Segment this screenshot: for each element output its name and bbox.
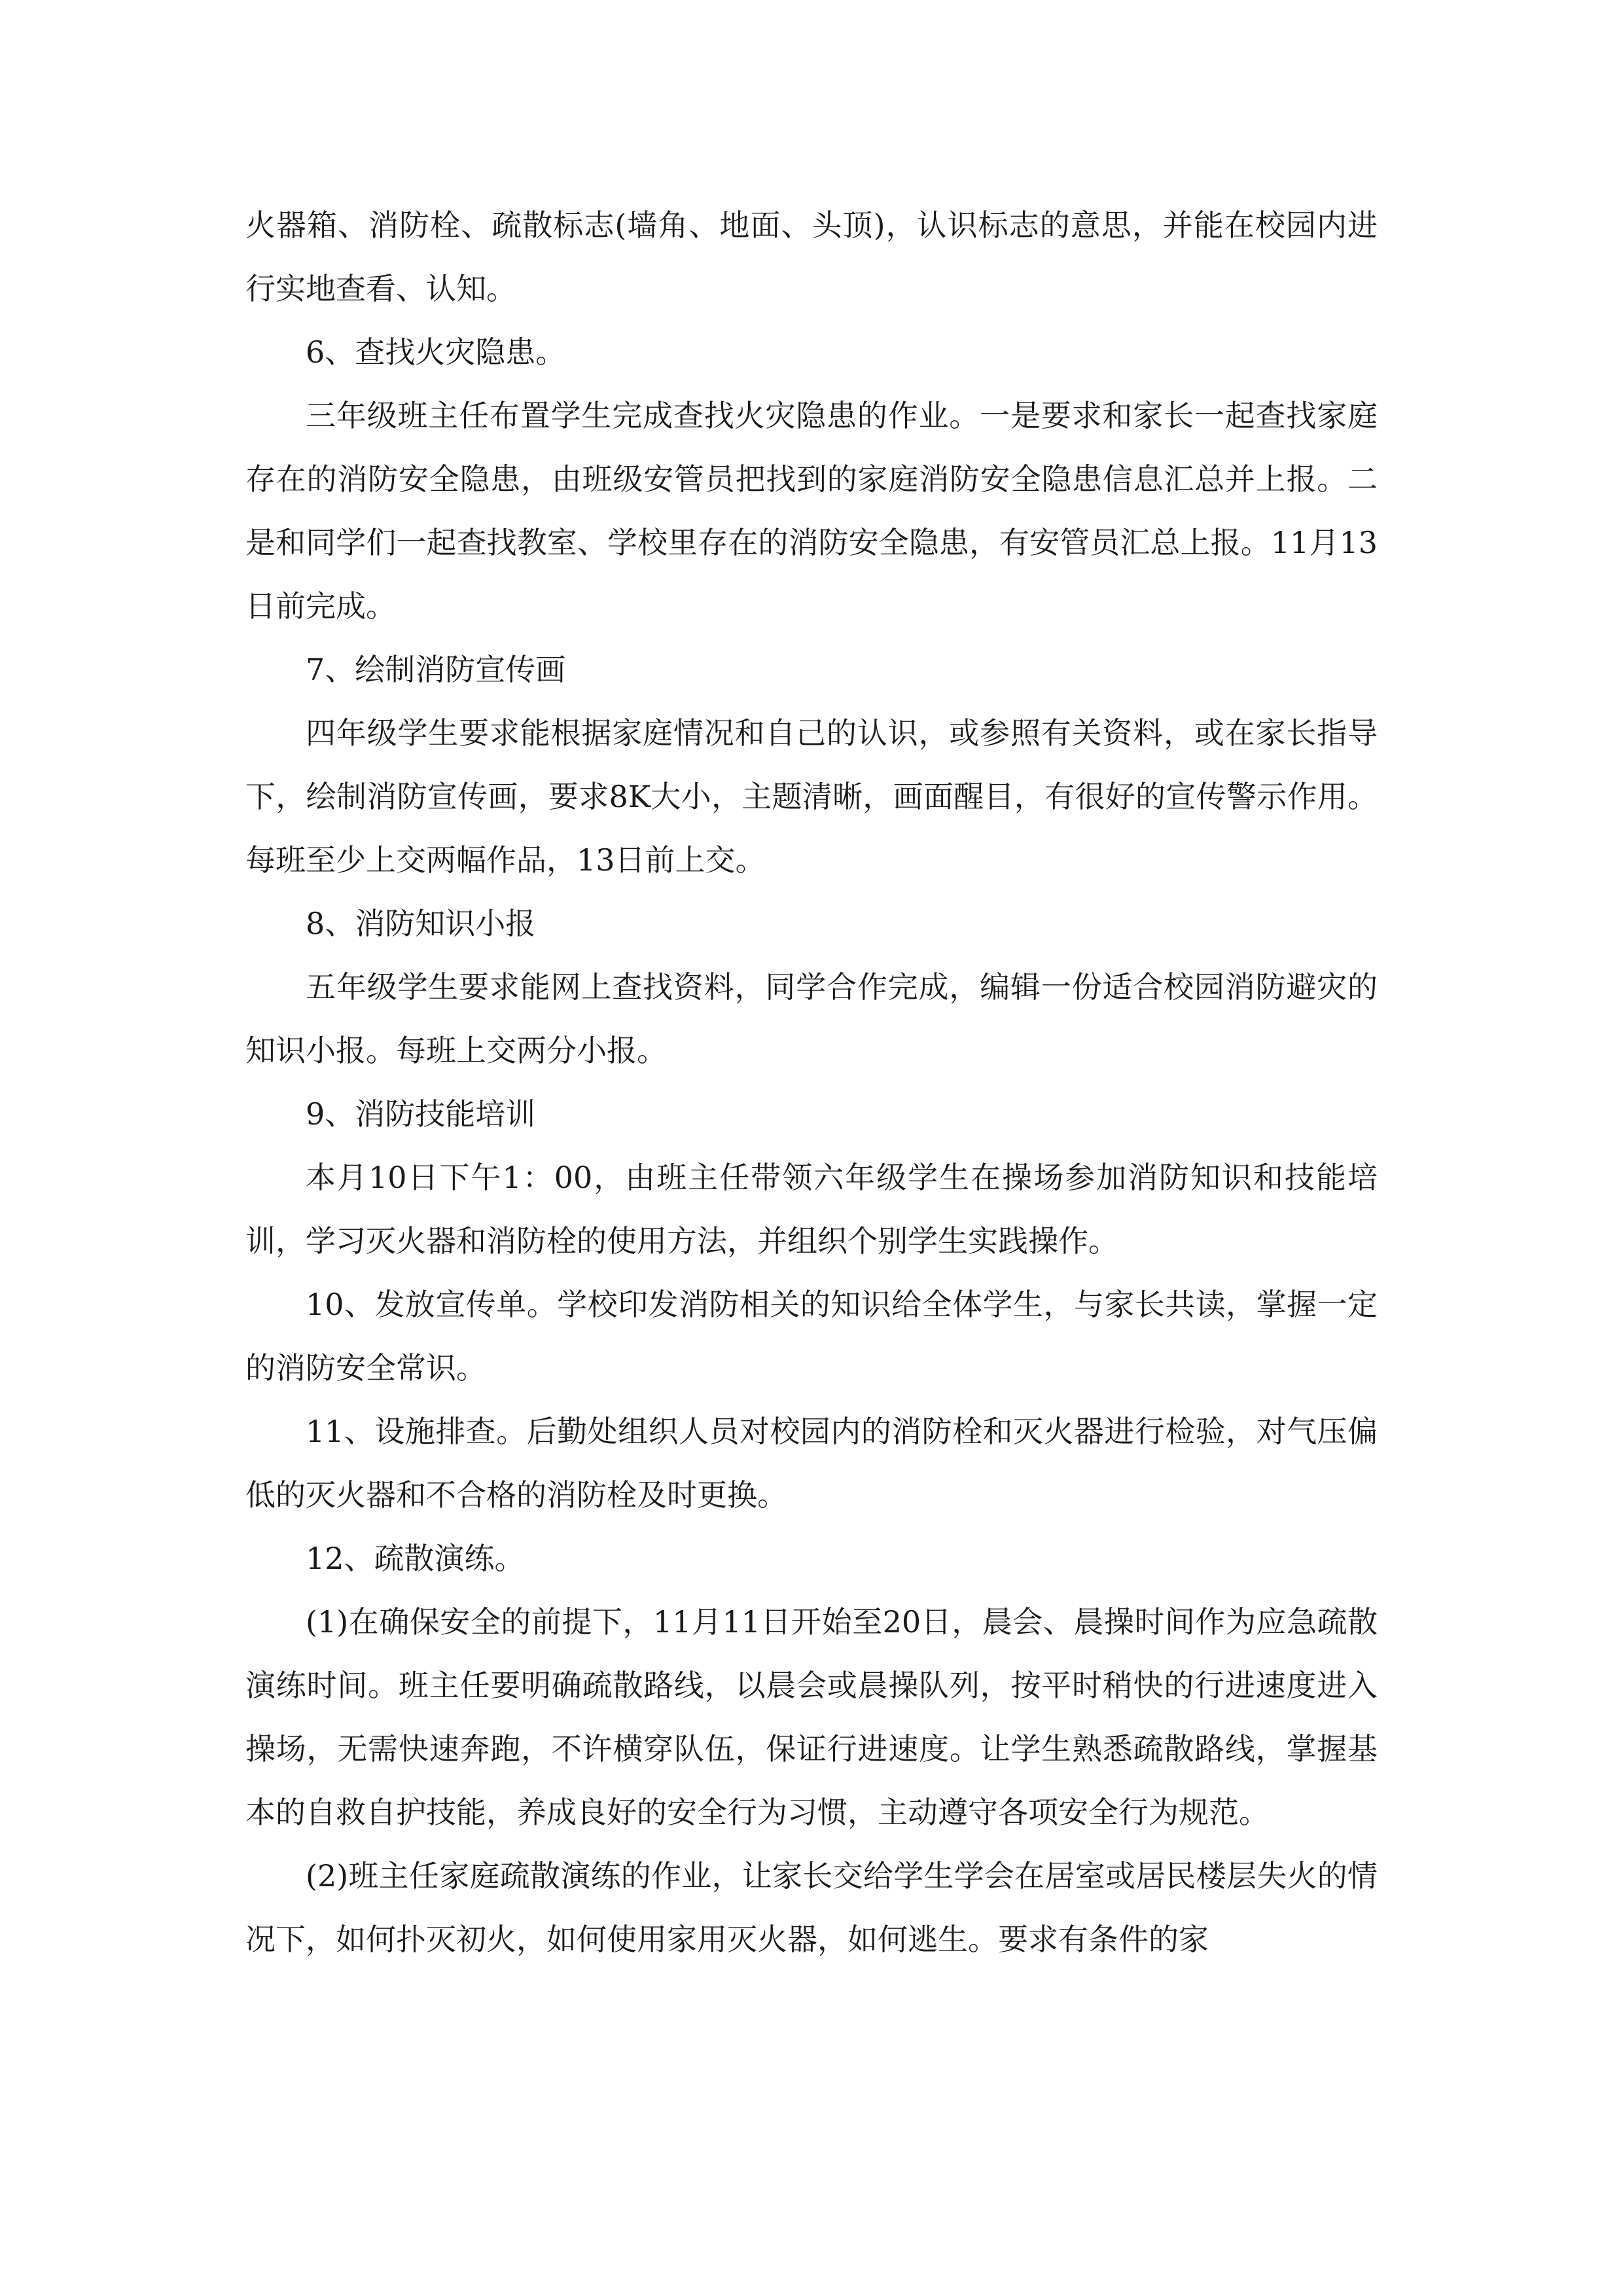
paragraph-leaflets: 10、发放宣传单。学校印发消防相关的知识给全体学生，与家长共读，掌握一定的消防安全常识。 bbox=[245, 1287, 1378, 1386]
paragraph-newsletter: 五年级学生要求能网上查找资料，同学合作完成，编辑一份适合校园消防避灾的知识小报。每班上交两分小报。 bbox=[245, 969, 1378, 1068]
paragraph-drill-school: (1)在确保安全的前提下，11月11日开始至20日，晨会、晨操时间作为应急疏散演练时间。班主任要明确疏散路线，以晨会或晨操队列，按平时稍快的行进速度进入操场，无需快速奔跑，不许横穿队伍，保证行进速度。让学生熟悉疏散路线，掌握基本的自救自护技能，养成良好的安全行为习惯，主动遵守各项安全行为规范。 bbox=[245, 1604, 1378, 1830]
section-heading-6: 6、查找火灾隐患。 bbox=[306, 334, 566, 370]
paragraph-continuation: 火器箱、消防栓、疏散标志(墙角、地面、头顶)，认识标志的意思，并能在校园内进行实地查看、认知。 bbox=[245, 207, 1378, 306]
section-heading-9: 9、消防技能培训 bbox=[306, 1096, 536, 1132]
paragraph-hazard-search: 三年级班主任布置学生完成查找火灾隐患的作业。一是要求和家长一起查找家庭存在的消防安全隐患，由班级安管员把找到的家庭消防安全隐患信息汇总并上报。二是和同学们一起查找教室、学校里存在的消防安全隐患，有安管员汇总上报。11月13日前完成。 bbox=[245, 398, 1378, 624]
section-heading-8: 8、消防知识小报 bbox=[306, 906, 536, 941]
section-heading-12: 12、疏散演练。 bbox=[306, 1541, 525, 1576]
document-body bbox=[245, 194, 1378, 1971]
paragraph-drill-home: (2)班主任家庭疏散演练的作业，让家长交给学生学会在居室或居民楼层失火的情况下，如何扑灭初火，如何使用家用灭火器，如何逃生。要求有条件的家 bbox=[245, 1858, 1378, 1957]
paragraph-training: 本月10日下午1：00，由班主任带领六年级学生在操场参加消防知识和技能培训，学习灭火器和消防栓的使用方法，并组织个别学生实践操作。 bbox=[245, 1160, 1378, 1259]
section-heading-7: 7、绘制消防宣传画 bbox=[306, 652, 566, 687]
paragraph-facility-check: 11、设施排查。后勤处组织人员对校园内的消防栓和灭火器进行检验，对气压偏低的灭火器和不合格的消防栓及时更换。 bbox=[245, 1414, 1378, 1513]
paragraph-poster: 四年级学生要求能根据家庭情况和自己的认识，或参照有关资料，或在家长指导下，绘制消防宣传画，要求8K大小，主题清晰，画面醒目，有很好的宣传警示作用。每班至少上交两幅作品，13日前上交。 bbox=[245, 715, 1378, 878]
